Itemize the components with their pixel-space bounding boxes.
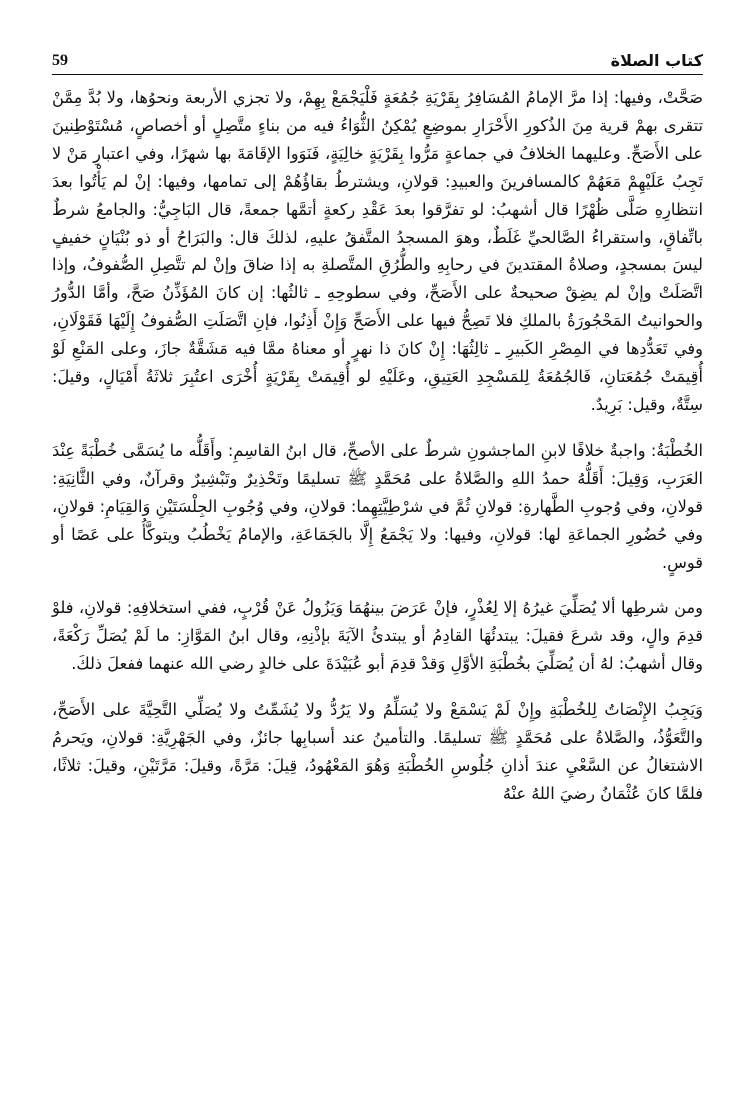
page-header (52, 40, 703, 75)
paragraph-jumuah-conditions: صَحَّتْ، وفيها: إذا مرَّ الإمامُ المُسَافِرُ بِقَرْيَةِ جُمُعَةٍ فَلْيَجْمَعْ بِهِمْ، ولا تجزي الأربعة ونحوُها، ولا بُدَّ مِمَّنْ تتقرى بهمْ قرية مِنَ الذُكورِ الأَحْرَارِ بموضِعٍ يُمْكِنُ الثُّوَاءُ فيه من بناءٍ متَّصِلٍ أو أخصاصٍ، مُسْتَوْطِنينَ على الأَصَحِّ. وعليهما الخلافُ في جماعةٍ مَرُّوا بِقَرْيَةٍ خالِيَةٍ، فَنَوَوا الإقَامَةَ بها شهرًا، وفي اعتبارِ مَنْ لا تَجِبُ عَلَيْهِمْ مَعَهُمْ كالمسافرينَ والعبيدِ: قولانِ، ويشترطُ بقاؤُهُمْ إلى تمامها، وفيها: إنْ لم يَأْتُوا بعدَ انتظارِهِ صَلَّى ظُهْرًا قال أشهبُ: لو تفرَّقوا بعدَ عَقْدِ ركعةٍ أتمَّها جمعةً، قال البَاجِيُّ: والجامعُ شرطٌ باتِّفاقٍ، واستقراءُ الصَّالحيِّ غَلَطٌ، وهوَ المسجدُ المتَّفقُ عليهِ، لذلكَ قال: والبَرَاحُ أو ذو بُنْيَانٍ خفيفٍ ليسَ بمسجدٍ، وصلاةُ المقتدينَ في رحابِهِ والطُّرُقِ المتَّصلةِ به إذا ضاقَ وإنْ لم تتَّصِلِ الصُّفوفُ، وإذا اتَّصَلَتْ وإنْ لم يضِقْ صحيحةٌ على الأَصَحِّ، وفي سطوحِهِ ـ ثالثُها: إن كانَ المُؤَذِّنُ صَحَّ، وأمَّا الدُّورُ والحوانيتُ المَحْجُورَةُ بالملكِ فلا تَصِحُّ فيها على الأَصَحِّ وَإِنْ أَذِنُوا، فإنِ اتَّصَلَتِ الصُّفوفُ إِلَيْهَا فَقَوْلَانِ، وفي تَعَدُّدِها في المِصْرِ الكَبيرِ ـ ثالِثُهَا: إِنْ كانَ ذا نهرٍ أو معناهُ ممَّا فيه مَشَقَّةٌ جازَ، وعلى المَنْعِ لَوْ أُقِيمَتْ جُمُعَتانِ، فَالجُمُعَةُ لِلمَسْجِدِ العَتِيقِ، وعَلَيْهِ لو أُقِيمَتْ بِقَرْيَةٍ أُخْرَى اعتُبِرَ ثلاثَةُ أَمْيَالٍ، وقيلَ: سِتَّةٌ، وقيل: بَرِيدٌ. (52, 88, 703, 414)
paragraph-imam-conditions: ومن شرطِها ألا يُصَلِّيَ غيرُهُ إلا لِعُذْرٍ، فإنْ عَرَضَ بينهُمَا وَيَزُولُ عَنْ قُرْبٍ، ففي استخلافِهِ: قولانِ، فلوْ قدِمَ والٍ، وقد شرعَ فقيلَ: يبتدئُهَا القادِمُ أو يبتدئُ الآيَةَ بإذْنِهِ، وقال ابنُ المَوَّازِ: ما لَمْ يُصَلِّ رَكْعَةً، وقال أشهبُ: لهُ أن يُصَلِّيَ بخُطْبَةِ الأوَّلِ وَقدْ قدِمَ أبو عُبَيْدَةَ على خالدٍ رضي الله عنهما ففعلَ ذلكَ. (52, 598, 703, 674)
page-body (52, 84, 703, 808)
paragraph-khutbah: الخُطْبَةُ: واجبةٌ خلافًا لابنِ الماجشونِ شرطٌ على الأصحِّ، قال ابنُ القاسِمِ: وأَقَلُّه ما يُسَمَّى خُطْبَةً عِنْدَ العَرَبِ، وَقِيلَ: أَقَلُّهُ حمدُ اللهِ والصَّلاةُ على مُحَمَّدٍ ﷺ تسليمًا وتَحْذِيرٌ وتَبْشِيرٌ وقرآنٌ، وفي الثَّانِيَةِ: قولانِ، وفي وُجوبِ الطَّهارةِ: قولانِ ثُمَّ في شرْطِيَّتِهِما: قولانِ، وفي وُجُوبِ الجِلْسَتَيْنِ وَالقِيَامِ: قولانِ، وفي حُضُورِ الجماعَةِ لها: قولانِ، وفيها: ولا يَجْمَعُ إِلَّا بالجَمَاعَةِ، والإمامُ يَخْطُبُ ويتوكَّأُ على عَصًا أو قوسٍ. (52, 440, 703, 572)
page-number: 59 (52, 52, 68, 69)
paragraph-silence: وَيَجِبُ الإِنْصَاتُ لِلخُطْبَةِ وإِنْ لَمْ يَسْمَعْ ولا يُسَلِّمُ ولا يَرُدُّ ولا يُشَمِّتُ ولا يُصَلِّي التَّحِيَّةَ على الأَصَحِّ، والتَّعَوُّذُ، والصَّلاةُ على مُحَمَّدٍ ﷺ تسليمًا. والتأمينُ عند أسبابِها جائزٌ، وفي الجَهْرِيَّةِ: قولانِ، ويَحرمُ الاشتغالُ عن السَّعْيِ عندَ أذانِ جُلُوسِ الخُطْبَةِ وَهُوَ المَعْهُودُ، قِيلَ: مَرَّةً، وقيلَ: مَرَّتَيْنِ، وقيلَ: ثلاثًا، فلمَّا كانَ عُثْمَانُ رضيَ اللهُ عنْهُ (52, 700, 703, 803)
running-title: كتاب الصلاة (610, 51, 703, 70)
